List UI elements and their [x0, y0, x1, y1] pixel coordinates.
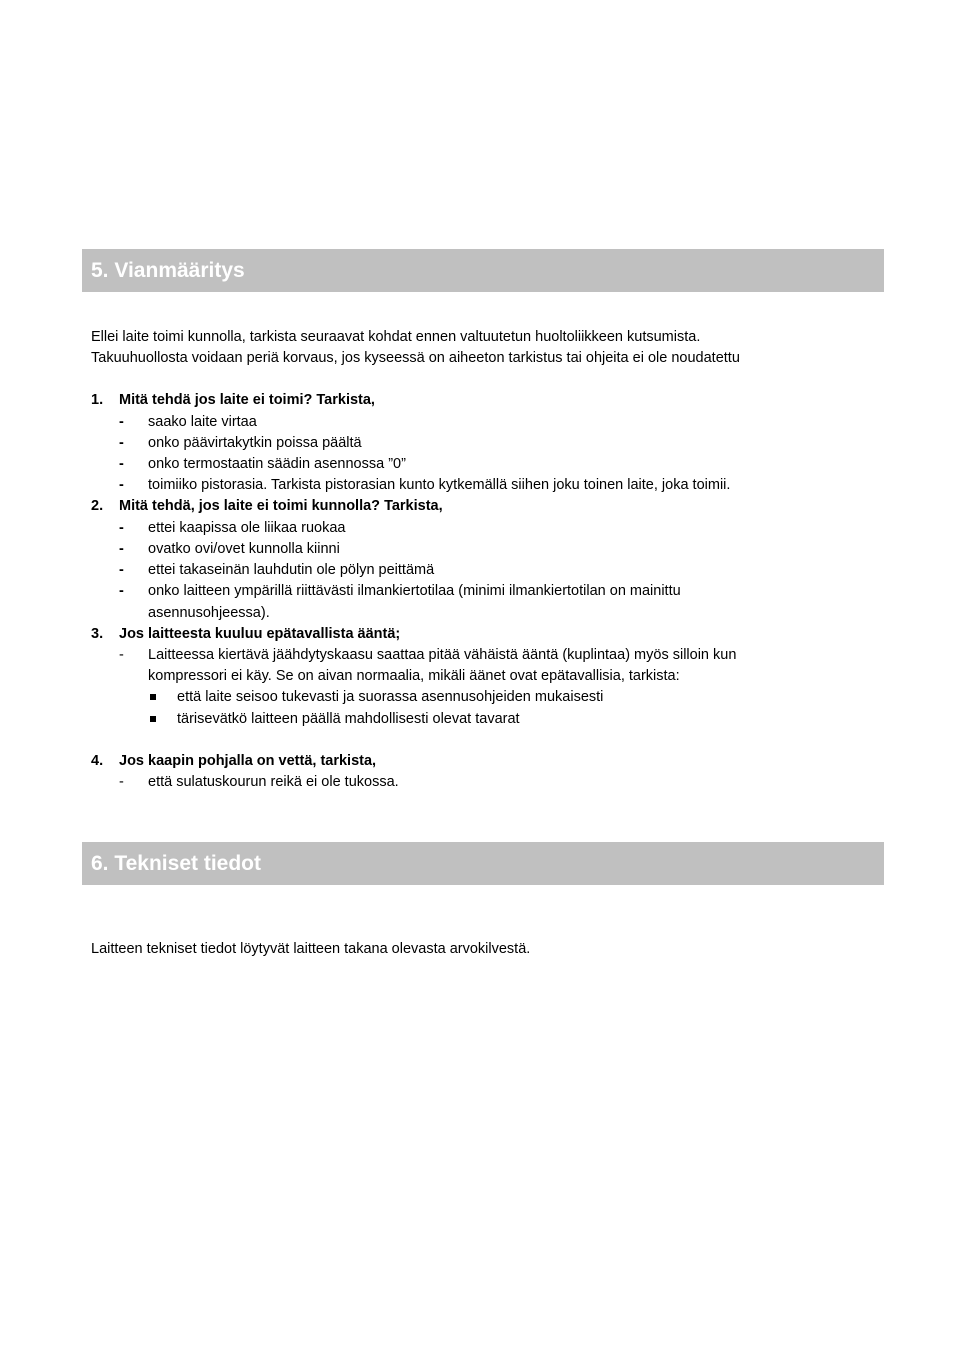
bullet-marker: -: [119, 562, 124, 578]
item-4-heading: Jos kaapin pohjalla on vettä, tarkista,: [119, 753, 377, 769]
item-1-bullet-1: saako laite virtaa: [148, 414, 257, 430]
section-6-header: [82, 842, 884, 885]
bullet-marker: -: [119, 414, 124, 430]
square-bullet-icon: [150, 716, 156, 722]
bullet-marker: -: [119, 456, 124, 472]
section-5-title: 5. Vianmääritys: [91, 258, 245, 282]
item-2-number: 2.: [91, 498, 104, 514]
section-6-text: Laitteen tekniset tiedot löytyvät laitteen takana olevasta arvokilvestä.: [91, 941, 531, 957]
section-6-title: 6. Tekniset tiedot: [91, 851, 261, 875]
item-3-bullet-1-cont: kompressori ei käy. Se on aivan normaalia, mikäli äänet ovat epätavallisia, tarkista:: [148, 668, 680, 684]
bullet-marker: -: [119, 520, 124, 536]
item-1-bullet-2: onko päävirtakytkin poissa päältä: [148, 435, 362, 451]
item-3-heading: Jos laitteesta kuuluu epätavallista ääntä;: [119, 626, 401, 642]
intro-line-1: Ellei laite toimi kunnolla, tarkista seuraavat kohdat ennen valtuutetun huoltoliikkeen kutsumista.: [91, 329, 701, 345]
item-3-number: 3.: [91, 626, 104, 642]
item-4-number: 4.: [91, 753, 104, 769]
item-3-subbullet-2: tärisevätkö laitteen päällä mahdollisesti olevat tavarat: [177, 711, 520, 727]
item-2-bullet-1: ettei kaapissa ole liikaa ruokaa: [148, 520, 346, 536]
item-2-heading: Mitä tehdä, jos laite ei toimi kunnolla? Tarkista,: [119, 498, 443, 514]
item-2-bullet-4: onko laitteen ympärillä riittävästi ilmankiertotilaa (minimi ilmankiertotilan on mainittu: [148, 583, 681, 599]
bullet-marker: -: [119, 583, 124, 599]
item-4-bullet-1: että sulatuskourun reikä ei ole tukossa.: [148, 774, 399, 790]
bullet-marker: -: [119, 647, 124, 663]
item-3-subbullet-1: että laite seisoo tukevasti ja suorassa asennusohjeiden mukaisesti: [177, 689, 604, 705]
item-2-bullet-3: ettei takaseinän lauhdutin ole pölyn peittämä: [148, 562, 435, 578]
item-3-bullet-1: Laitteessa kiertävä jäähdytyskaasu saattaa pitää vähäistä ääntä (kuplintaa) myös silloin kun: [148, 647, 737, 663]
item-1-heading: Mitä tehdä jos laite ei toimi? Tarkista,: [119, 392, 375, 408]
bullet-marker: -: [119, 477, 124, 493]
intro-line-2: Takuuhuollosta voidaan periä korvaus, jos kyseessä on aiheeton tarkistus tai ohjeita ei ole noudatettu: [91, 350, 740, 366]
bullet-marker: -: [119, 774, 124, 790]
item-1-bullet-4: toimiiko pistorasia. Tarkista pistorasian kunto kytkemällä siihen joku toinen laite, joka toimii.: [148, 477, 731, 493]
item-2-bullet-4-cont: asennusohjeessa).: [148, 605, 270, 621]
item-1-number: 1.: [91, 392, 104, 408]
item-2-bullet-2: ovatko ovi/ovet kunnolla kiinni: [148, 541, 340, 557]
item-1-bullet-3: onko termostaatin säädin asennossa ”0”: [148, 456, 406, 472]
bullet-marker: -: [119, 435, 124, 451]
section-5-header: [82, 249, 884, 292]
square-bullet-icon: [150, 694, 156, 700]
bullet-marker: -: [119, 541, 124, 557]
